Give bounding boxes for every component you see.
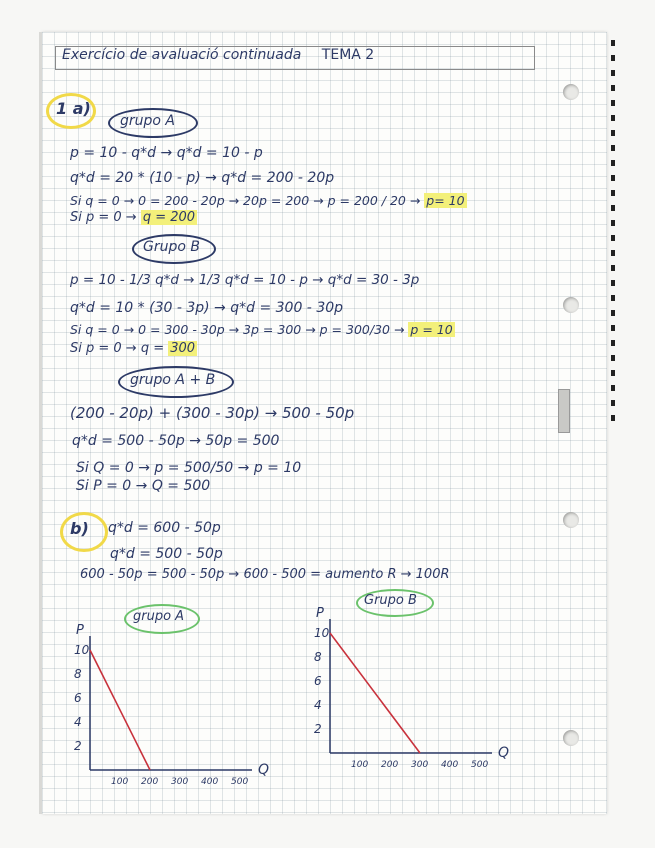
demand-line: [90, 650, 150, 770]
group-a-line-2: q*d = 20 * (10 - p) → q*d = 200 - 20p: [70, 170, 335, 186]
spiral-mark: [611, 280, 615, 286]
x-tick-label: 100: [111, 777, 129, 787]
spiral-mark: [611, 115, 615, 121]
group-b-label: Grupo B: [143, 239, 200, 255]
binder-hole: [563, 730, 579, 746]
x-tick-label: 300: [411, 760, 429, 770]
highlight-p-10: p= 10: [426, 193, 465, 208]
spiral-mark: [611, 40, 615, 46]
spiral-mark: [611, 70, 615, 76]
chart-group-b: [300, 598, 520, 778]
group-a-label: grupo A: [120, 113, 175, 129]
x-tick-label: 300: [171, 777, 189, 787]
y-axis-label: P: [316, 606, 324, 621]
group-ab-line-4: Si P = 0 → Q = 500: [76, 478, 211, 494]
spiral-mark: [611, 130, 615, 136]
chart-a-title: grupo A: [133, 609, 185, 624]
x-tick-label: 500: [471, 760, 489, 770]
spiral-mark: [611, 400, 615, 406]
y-tick-label: 10: [314, 626, 330, 640]
group-a-line-4: [70, 210, 197, 225]
spiral-mark: [611, 355, 615, 361]
spiral-mark: [611, 250, 615, 256]
spiral-mark: [611, 265, 615, 271]
part-a-label: 1 a): [56, 99, 91, 118]
part-b-line-1: q*d = 600 - 50p: [108, 520, 221, 536]
spiral-mark: [611, 100, 615, 106]
spiral-mark: [611, 325, 615, 331]
spiral-mark: [611, 145, 615, 151]
x-axis-label: Q: [258, 762, 270, 778]
y-tick-label: 4: [314, 698, 322, 712]
page-tag: [558, 389, 570, 433]
part-b-line-3: 600 - 50p = 500 - 50p → 600 - 500 = aumento R → 100R: [80, 567, 450, 582]
group-b-line-1: p = 10 - 1/3 q*d → 1/3 q*d = 10 - p → q*d = 30 - 3p: [70, 272, 420, 288]
group-ab-label: grupo A + B: [130, 372, 216, 388]
spiral-mark: [611, 160, 615, 166]
spiral-mark: [611, 385, 615, 391]
spiral-mark: [611, 205, 615, 211]
x-tick-label: 200: [141, 777, 159, 787]
chart-group-a: [60, 615, 280, 795]
y-tick-label: 6: [74, 691, 82, 705]
group-b-line-2: q*d = 10 * (30 - 3p) → q*d = 300 - 30p: [70, 300, 344, 316]
group-b-line-4: [70, 341, 197, 356]
group-a-line-3-text: Si q = 0 → 0 = 200 - 20p → 20p = 200 → p = 200 / 20 →: [70, 193, 425, 208]
highlight-q-200: q = 200: [142, 210, 196, 225]
spiral-mark: [611, 190, 615, 196]
part-b-label: b): [70, 519, 89, 538]
x-tick-label: 200: [381, 760, 399, 770]
x-tick-label: 400: [441, 760, 459, 770]
highlight-q-300: 300: [170, 341, 196, 356]
y-tick-label: 10: [74, 643, 90, 657]
spiral-mark: [611, 55, 615, 61]
y-tick-label: 6: [314, 674, 322, 688]
binder-hole: [563, 297, 579, 313]
title-text: Exercício de avaluació continuada: [62, 47, 302, 63]
group-b-line-3-text: Si q = 0 → 0 = 300 - 30p → 3p = 300 → p = 300/30 →: [70, 322, 409, 337]
group-ab-line-2: q*d = 500 - 50p → 50p = 500: [72, 433, 280, 449]
y-tick-label: 8: [74, 667, 82, 681]
binder-hole: [563, 512, 579, 528]
y-axis-label: P: [76, 623, 84, 638]
x-axis-label: Q: [498, 745, 510, 761]
group-a-line-3: [70, 193, 467, 208]
group-a-line-1: p = 10 - q*d → q*d = 10 - p: [70, 145, 263, 161]
spiral-mark: [611, 310, 615, 316]
spiral-mark: [611, 85, 615, 91]
x-tick-label: 100: [351, 760, 369, 770]
binder-hole: [563, 84, 579, 100]
group-ab-line-1: (200 - 20p) + (300 - 30p) → 500 - 50p: [70, 404, 355, 422]
page-title: [62, 47, 374, 63]
spiral-mark: [611, 415, 615, 421]
spiral-mark: [611, 295, 615, 301]
spiral-mark: [611, 370, 615, 376]
x-tick-label: 500: [231, 777, 249, 787]
x-tick-label: 400: [201, 777, 219, 787]
group-b-line-4-text: Si p = 0 → q =: [70, 341, 169, 356]
chart-b-title: Grupo B: [364, 593, 417, 608]
y-tick-label: 8: [314, 650, 322, 664]
y-tick-label: 2: [314, 722, 322, 736]
group-ab-line-3: Si Q = 0 → p = 500/50 → p = 10: [76, 460, 302, 476]
highlight-p-10-b: p = 10: [410, 322, 453, 337]
topic-text: TEMA 2: [321, 47, 375, 63]
y-tick-label: 2: [74, 739, 82, 753]
spiral-mark: [611, 235, 615, 241]
spiral-mark: [611, 220, 615, 226]
spiral-mark: [611, 175, 615, 181]
spiral-mark: [611, 340, 615, 346]
group-a-line-4-text: Si p = 0 →: [70, 210, 141, 225]
y-tick-label: 4: [74, 715, 82, 729]
part-b-line-2: q*d = 500 - 50p: [110, 546, 223, 562]
group-b-line-3: [70, 322, 455, 337]
demand-line: [330, 633, 420, 753]
